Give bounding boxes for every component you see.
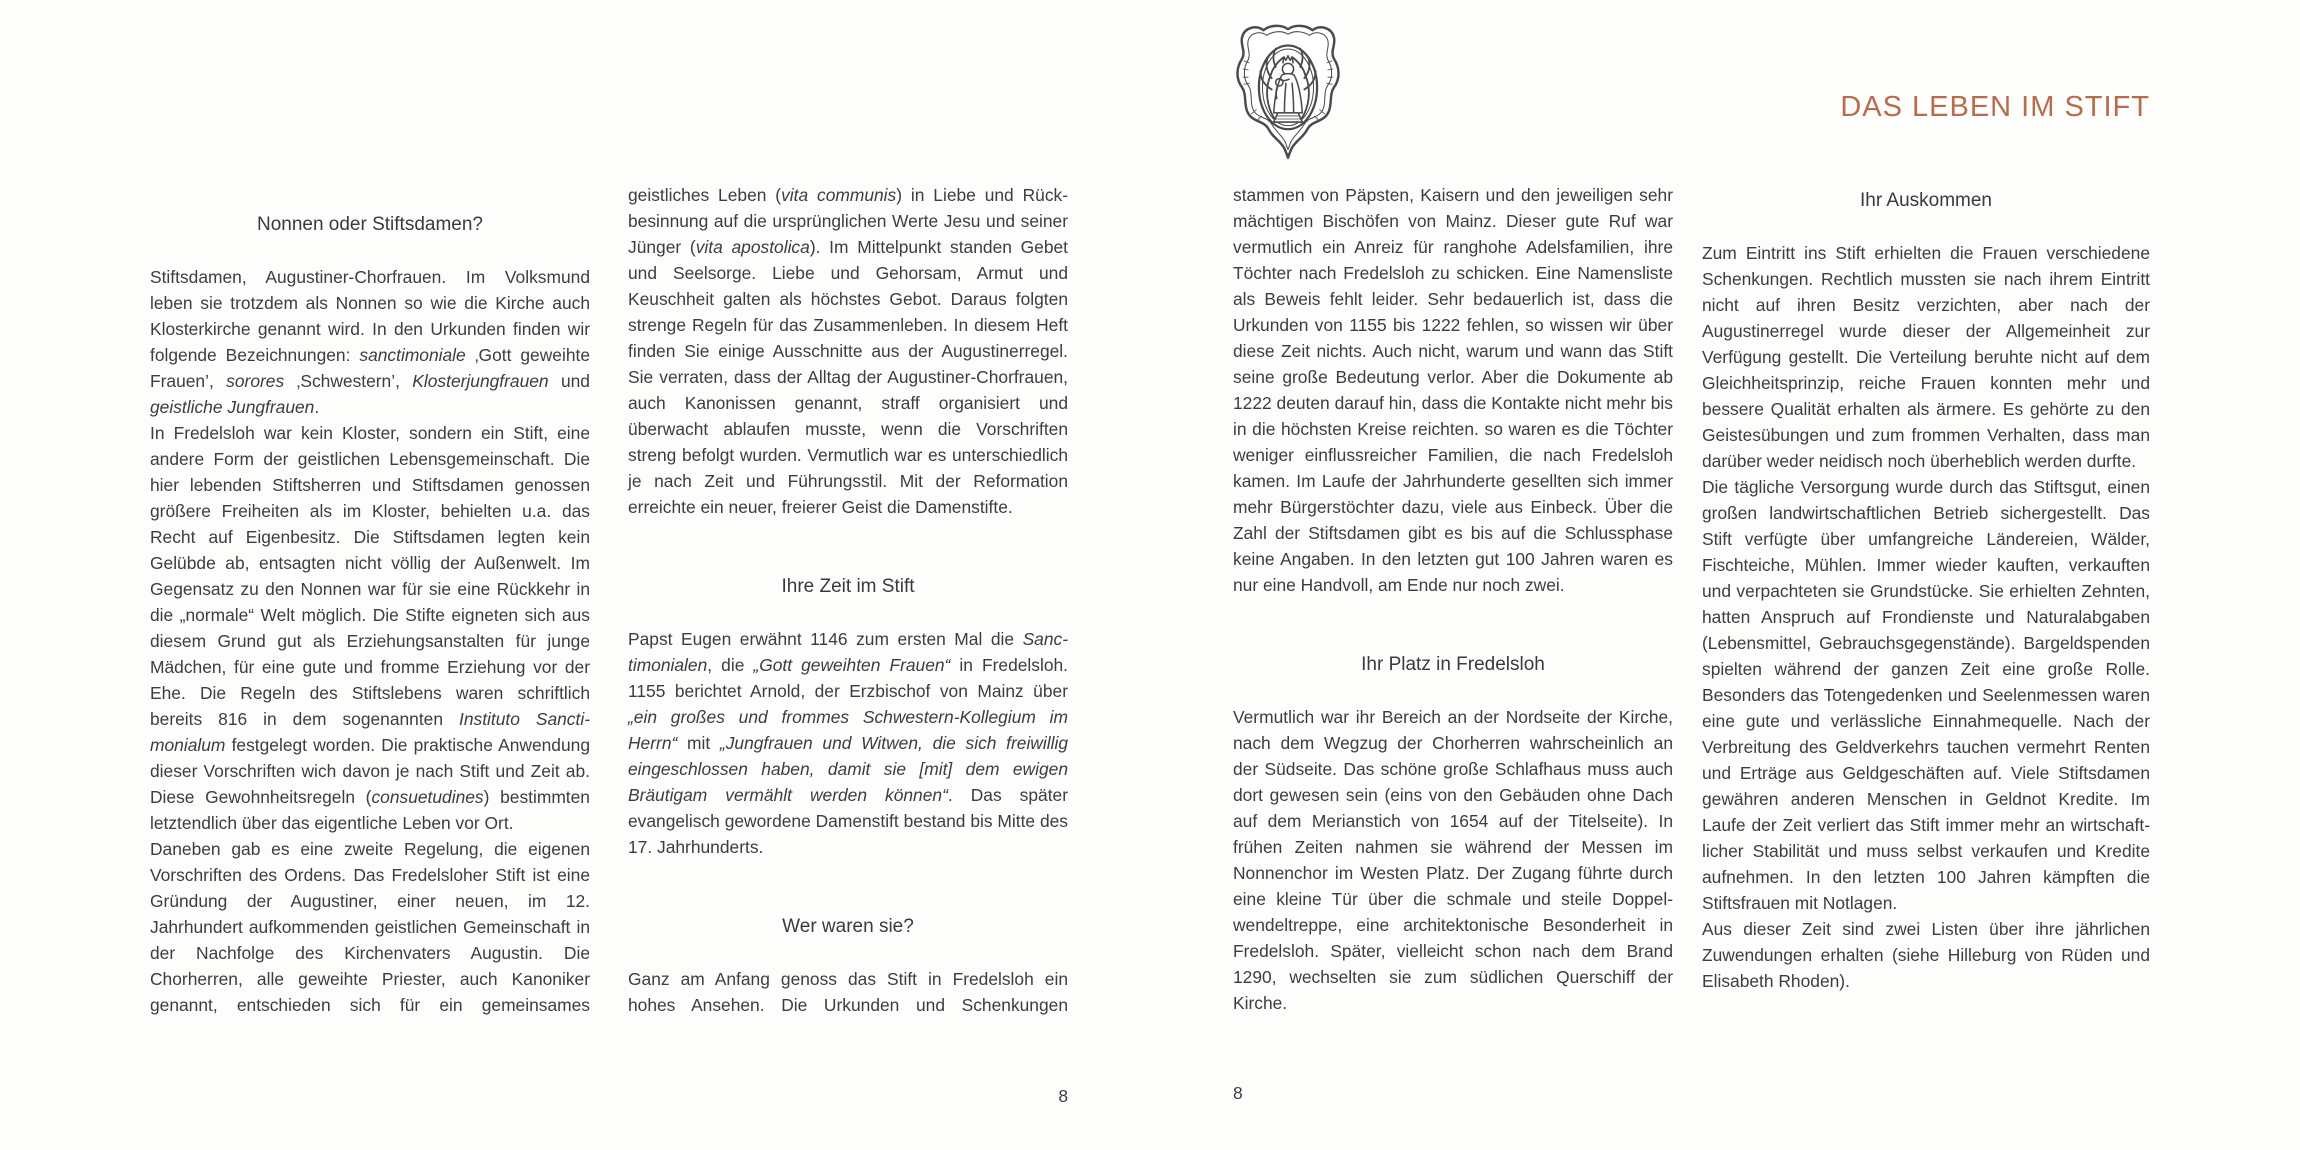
coat-of-arms-icon — [1226, 20, 1350, 168]
section-heading-wer-waren-sie: Wer waren sie? — [782, 916, 914, 937]
body-paragraph: Aus dieser Zeit sind zwei Listen über ihre jährlichen Zuwendungen erhalten (siehe Hilleburg von Rüden und Elisabeth Rhoden). — [1702, 919, 2150, 991]
left-page-column-1 — [150, 212, 590, 1018]
page-title: DAS LEBEN IM STIFT — [1840, 91, 2150, 124]
body-paragraph: stammen von Päpsten, Kaisern und den jeweiligen sehr mächtigen Bischöfen von Mainz. Dieser gute Ruf war vermutlich ein Anreiz für ranghohe Adelsfamilien, ihre Töchter nach Fredelsloh zu schicken. Eine Namensliste als Beweis fehlt leider. Sehr bedauerlich ist, dass die Urkunden von 1155 bis 1222 fehlen, so wissen wir über diese Zeit nichts. Auch nicht, warum und wann das Stift seine große Bedeutung verlor. Aber die Dokumente ab 1222 deuten darauf hin, dass die Kontakte nicht mehr bis in die höchsten Kreise reichten. so waren es die Töchter weniger einflussreicher Familien, die nach Fredelsloh kamen. Im Laufe der Jahrhunderte gesellten sich immer mehr Bürgerstöchter dazu, viele aus Einbeck. Über die Zahl der Stiftsdamen gibt es bis auf die Schlussphase keine Angaben. In den letzten gut 100 Jahren waren es nur eine Handvoll, am Ende nur noch zwei. — [1233, 185, 1673, 595]
body-paragraph: Papst Eugen erwähnt 1146 zum ersten Mal die Sanctimonialen, die „Gott geweihten Frauen“ in Fredelsloh. 1155 berichtet Arnold, der Erzbischof von Mainz über „ein großes und frommes Schwestern-Kollegium im Herrn“ mit „Jungfrauen und Witwen, die sich freiwillig eingeschlossen haben, damit sie [mit] dem ewigen Bräutigam vermählt werden können“. Das später evangelisch gewordene Damenstift bestand bis Mitte des 17. Jahrhunderts. — [628, 629, 1069, 857]
body-paragraph: Die tägliche Versorgung wurde durch das Stiftsgut, einen großen landwirtschaftlichen Betrieb sichergestellt. Das Stift verfügte über umfangreiche Ländereien, Wälder, Fischteiche, Mühlen. Immer wieder kauften, verkauften und verpachteten sie Grundstücke. Sie erhielten Zehnten, hatten Anspruch auf Frondienste und Naturalabgaben (Lebensmittel, Gebrauchsgegenstände). Bargeldspenden spielten während der ganzen Zeit eine große Rolle. Besonders das Totengedenken und Seelenmessen waren eine gute und verlässliche Einnahmequelle. Nach der Verbreitung des Geldverkehrs tauchen vermehrt Renten und Erträge aus Geldgeschäften auf. Viele Stiftsdamen gewähren anderen Menschen in Geldnot Kredite. Im Laufe der Zeit verliert das Stift immer mehr an wirtschaftlicher Stabilität und muss selbst verkaufen und Kredite aufnehmen. In den letzten 100 Jahren kämpften die Stiftsfrauen mit Notlagen. — [1702, 477, 2150, 913]
body-paragraph: In Fredelsloh war kein Kloster, sondern ein Stift, eine andere Form der geistlichen Lebensgemeinschaft. Die hier lebenden Stiftsherren und Stiftsdamen genossen größere Freiheiten als im Kloster, behielten u.a. das Recht auf Eigenbesitz. Die Stiftsdamen legten kein Gelübde ab, entsagten nicht völlig der Außenwelt. Im Gegensatz zu den Nonnen war für sie eine Rückkehr in die „normale“ Welt möglich. Die Stifte eigneten sich aus diesem Grund gut als Erziehungsanstalten für junge Mädchen, für eine gute und fromme Erziehung vor der Ehe. Die Regeln des Stiftslebens waren schriftlich bereits 816 in dem sogenannten Instituto Sanctimonialum festgelegt worden. Die praktische Anwendung dieser Vorschriften wich davon je nach Stift und Zeit ab. Diese Gewohnheitsregeln (consuetudines) bestimmten letztendlich über das eigentliche Leben vor Ort. — [150, 423, 590, 833]
right-page-column-2 — [1702, 188, 2150, 994]
body-paragraph: Vermutlich war ihr Bereich an der Nordseite der Kirche, nach dem Wegzug der Chorherren wahrscheinlich an der Südseite. Das schöne große Schlafhaus muss auch dort gewesen sein (eins von den Gebäuden ohne Dach auf dem Merianstich von 1654 auf der Titelseite). In frühen Zeiten nahmen sie während der Messen im Nonnenchor im Westen Platz. Der Zugang führte durch eine kleine Tür über die schmale und steile Doppelwendeltreppe, eine architektonische Besonderheit in Fredelsloh. Später, vielleicht schon nach dem Brand 1290, wechselten sie zum südlichen Querschiff der Kirche. — [1233, 707, 1673, 1013]
body-paragraph: Stiftsdamen, Augustiner-Chorfrauen. Im Volksmund leben sie trotzdem als Nonnen so wie die Kirche auch Klosterkirche genannt wird. In den Urkunden finden wir folgende Bezeichnungen: sanctimoniale ‚Gott geweihte Frauen’, sorores ‚Schwestern’, Klosterjungfrauen und geistliche Jungfrauen. — [150, 267, 590, 417]
left-page-number: 8 — [1058, 1086, 1068, 1106]
right-page-number: 8 — [1233, 1083, 1243, 1103]
body-paragraph: Ganz am Anfang genoss das Stift in Fredelsloh ein hohes Ansehen. Die Urkunden und Schenkungen — [628, 969, 1068, 1015]
section-heading-ihr-platz-in-fredelsloh: Ihr Platz in Fredelsloh — [1361, 654, 1545, 675]
right-page-column-1 — [1233, 182, 1673, 1016]
section-heading-ihre-zeit-im-stift: Ihre Zeit im Stift — [781, 576, 915, 597]
body-paragraph: geistliches Leben (vita communis) in Liebe und Rückbesinnung auf die ursprünglichen Werte Jesu und seiner Jünger (vita apostolica). Im Mittelpunkt standen Gebet und Seelsorge. Liebe und Gehorsam, Armut und Keuschheit galten als höchstes Gebot. Daraus folgten strenge Regeln für das Zusammenleben. In diesem Heft finden Sie einige Ausschnitte aus der Augustinerregel. Sie verraten, dass der Alltag der Augustiner-Chorfrauen, auch Kanonissen genannt, straff organisiert und überwacht ablaufen musste, wenn die Vorschriften streng befolgt wurden. Vermutlich war es unterschiedlich je nach Zeit und Führungsstil. Mit der Reformation erreichte ein neuer, freierer Geist die Damenstifte. — [628, 185, 1069, 517]
body-paragraph: Daneben gab es eine zweite Regelung, die eigenen Vorschriften des Ordens. Das Fredelsloher Stift ist eine Gründung der Augustiner, einer neuen, im 12. Jahrhundert aufkommenden geistlichen Gemeinschaft in der Nachfolge des Kirchenvaters Augustin. Die Chorherren, alle geweihte Priester, auch Kanoniker genannt, entschieden sich für ein gemeinsames — [150, 839, 590, 1015]
section-heading-ihr-auskommen: Ihr Auskommen — [1860, 190, 1992, 211]
section-heading-nonnen-oder-stiftsdamen: Nonnen oder Stiftsdamen? — [256, 214, 484, 235]
left-page-column-2 — [628, 182, 1068, 1018]
body-paragraph: Zum Eintritt ins Stift erhielten die Frauen verschiedene Schenkungen. Rechtlich mussten sie nach ihrem Eintritt nicht auf ihren Besitz verzichten, aber nach der Augustinerregel wurde dieser der Allgemeinheit zur Verfügung gestellt. Die Verteilung beruhte nicht auf dem Gleichheitsprinzip, reiche Frauen konnten mehr und bessere Qualität erhalten als ärmere. Es gehörte zu den Geistesübungen und zum frommen Verhalten, dass man darüber weder neidisch noch überheblich werden durfte. — [1702, 243, 2150, 471]
coat-of-arms-emblem — [1226, 20, 1350, 168]
